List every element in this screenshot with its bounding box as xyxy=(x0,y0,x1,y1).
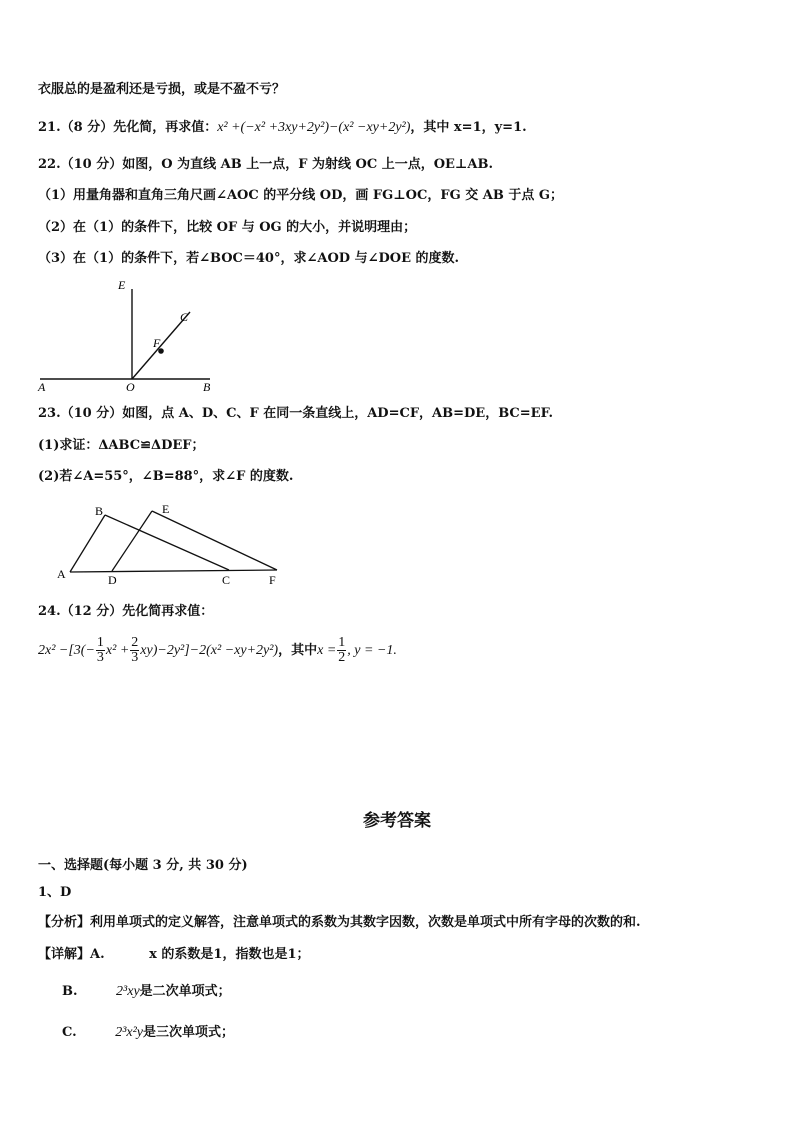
label-a: A xyxy=(38,380,46,394)
q21-expression: x² +(−x² +3xy+2y²)−(x² −xy+2y²) xyxy=(217,120,411,135)
label-c: C xyxy=(180,310,189,324)
answer-detail-a xyxy=(38,947,310,963)
option-b-text: 是二次单项式； xyxy=(139,984,231,999)
fraction-numerator: 2 xyxy=(131,635,139,650)
q24-fraction-3 xyxy=(337,636,346,665)
segment-ab xyxy=(70,515,105,572)
q22-title: 22.（10 分）如图，O 为直线 AB 上一点，F 为射线 OC 上一点，OE⊥AB. xyxy=(38,157,494,172)
label-o: O xyxy=(126,380,135,394)
q24-expr-b: x² + xyxy=(105,643,130,658)
answer-1: 1、D xyxy=(38,885,72,900)
q24-expr-e: , y = −1. xyxy=(347,643,397,658)
option-b-expression: 2³xy xyxy=(116,984,140,999)
q24-fraction-1 xyxy=(96,636,105,665)
label-d: D xyxy=(108,573,117,587)
option-b-label: B. xyxy=(62,984,78,999)
q23-title: 23.（10 分）如图，点 A、D、C、F 在同一条直线上，AD=CF，AB=DE，BC=EF. xyxy=(38,406,554,421)
answer-detail-c xyxy=(62,1025,234,1041)
q21 xyxy=(38,120,527,136)
q21-prefix: 21.（8 分）先化简，再求值： xyxy=(38,120,218,135)
label-c: C xyxy=(222,573,231,587)
q21-suffix: ，其中 x=1，y=1. xyxy=(410,120,527,135)
q22-part3: （3）在（1）的条件下，若∠BOC＝40°，求∠AOD 与∠DOE 的度数. xyxy=(38,251,460,266)
fraction-numerator: 1 xyxy=(96,635,104,650)
segment-ef xyxy=(152,511,277,570)
detail-prefix: 【详解】A. xyxy=(38,947,105,962)
label-e: E xyxy=(118,278,126,292)
q24-title: 24.（12 分）先化简再求值： xyxy=(38,604,214,619)
q22-part1: （1）用量角器和直角三角尺画∠AOC 的平分线 OD，画 FG⊥OC，FG 交 AB 于点 G； xyxy=(38,188,563,203)
label-a: A xyxy=(57,567,66,581)
fraction-denominator: 2 xyxy=(338,650,346,665)
answer-detail-b xyxy=(62,984,231,1000)
answers-section: 一、选择题(每小题 3 分, 共 30 分) xyxy=(38,858,248,873)
label-b: B xyxy=(95,504,104,518)
q24-expr-c: xy)−2y²]−2(x² −xy+2y²) xyxy=(140,643,279,658)
fraction-denominator: 3 xyxy=(96,650,104,665)
fraction-numerator: 1 xyxy=(338,635,346,650)
label-f: F xyxy=(269,573,276,587)
detail-a-text: x 的系数是1，指数也是1； xyxy=(149,947,310,962)
segment-bc xyxy=(105,515,229,570)
q22-figure xyxy=(30,275,230,395)
option-c-text: 是三次单项式； xyxy=(143,1025,235,1040)
answer-analysis: 【分析】利用单项式的定义解答，注意单项式的系数为其数字因数，次数是单项式中所有字母的次数的和. xyxy=(38,915,641,930)
q24-expression xyxy=(38,632,397,672)
q23-part2: (2)若∠A=55°，∠B=88°，求∠F 的度数. xyxy=(38,469,294,484)
label-e: E xyxy=(162,502,170,516)
q24-fraction-2 xyxy=(130,636,139,665)
segment-af xyxy=(70,570,277,572)
label-b: B xyxy=(203,380,211,394)
q23-figure xyxy=(50,498,290,590)
option-c-label: C. xyxy=(62,1025,77,1040)
q24-expr-d: x = xyxy=(317,643,337,658)
q24-mid: ，其中 xyxy=(278,643,318,658)
q24-expr-a: 2x² −[3(− xyxy=(38,643,95,658)
q23-part1: (1)求证：ΔABC≌ΔDEF； xyxy=(38,438,205,453)
fraction-denominator: 3 xyxy=(131,650,139,665)
answers-heading: 参考答案 xyxy=(363,811,431,831)
q20-tail: 衣服总的是盈利还是亏损，或是不盈不亏？ xyxy=(38,82,286,97)
option-c-expression: 2³x²y xyxy=(115,1025,144,1040)
label-f: F xyxy=(153,336,161,350)
segment-de xyxy=(112,511,152,571)
q22-part2: （2）在（1）的条件下，比较 OF 与 OG 的大小，并说明理由； xyxy=(38,220,417,235)
